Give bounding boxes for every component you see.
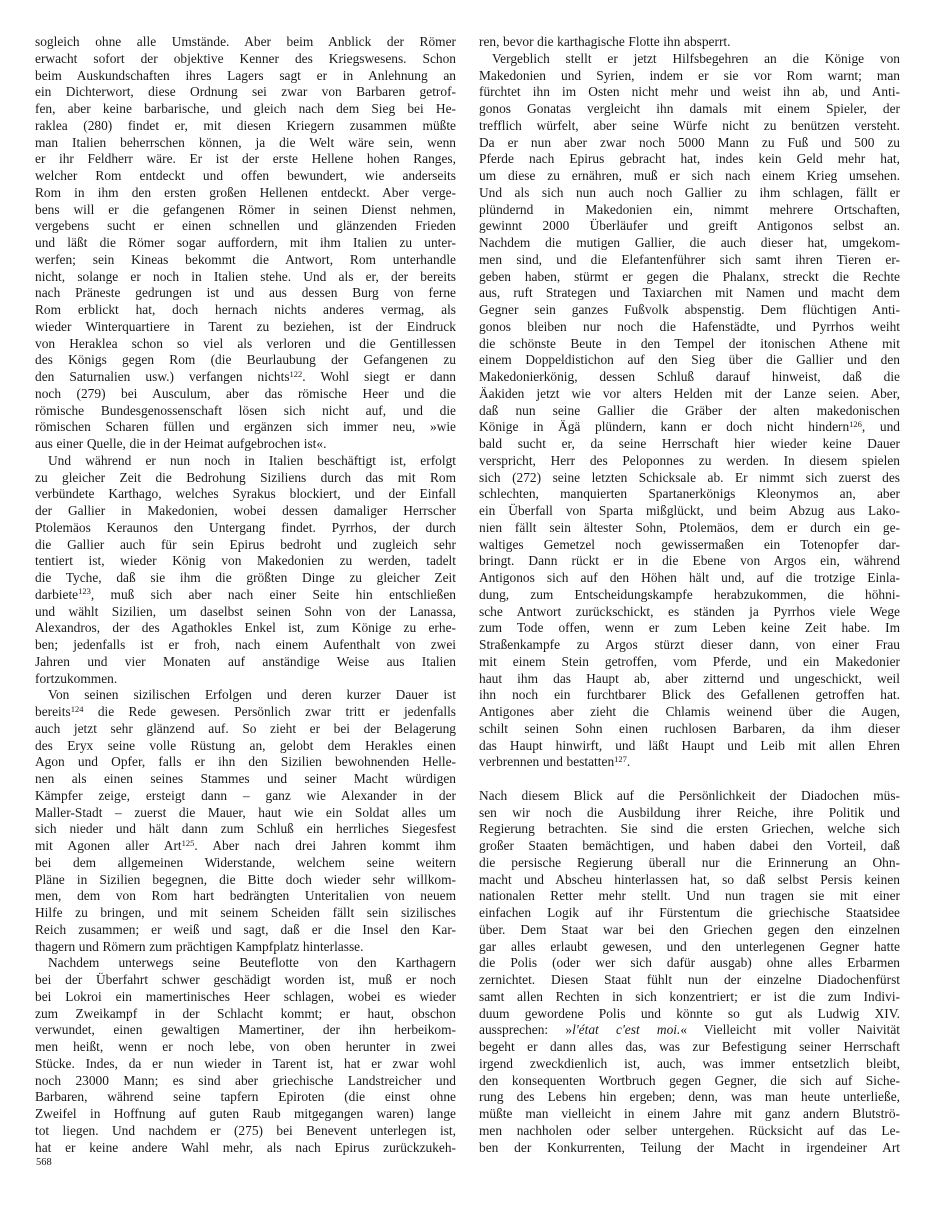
- text-line: erwacht sofort der objektive Kenner des Kriegswesens. Schon: [35, 50, 456, 66]
- text-line: aus einer Quelle, die in der Heimat aufgebrochen ist«.: [35, 436, 327, 451]
- paragraph: [35, 687, 456, 955]
- text-line: men heißt, wenn er noch lebe, von oben herunter in zwei: [35, 1039, 456, 1054]
- footnote-marker: 126: [849, 418, 862, 429]
- text-line: sche Antwort zurückschickt, es ständen ja Pyrrhos viele Wege: [479, 603, 900, 619]
- text-line: darbiete$^{123}$, muß sich aber nach einer Seite hin entschließen: [35, 586, 456, 602]
- text-line: verbündete Karthago, welches Syrakus blockiert, und der Einfall: [35, 486, 456, 502]
- text-line: Stücke. Indes, da er nun wieder in Tarent ist, hat er zwar wohl: [35, 1055, 456, 1071]
- text-line: fortzukommen.: [35, 670, 118, 686]
- text-line: bald sucht er, da seine Herrschaft hier wieder keine Dauer: [479, 436, 900, 451]
- text-line: und wählt Sizilien, um daselbst seinen Sohn von der Lanassa,: [35, 603, 456, 619]
- text-line: Nach diesem Blick auf die Persönlichkeit der Diadochen müs-: [479, 787, 900, 803]
- text-line: waltiges Gemetzel noch gewissermaßen ein Totenopfer dar-: [479, 536, 900, 552]
- text-line: aussprechen: »l'état c'est moi.« Vielleicht mit voller Naivität: [479, 1022, 900, 1038]
- text-line: raklea (280) findet er, mit diesen Kriegern zusammen müßte: [35, 117, 456, 133]
- text-line: dung, zum Entscheidungskampfe herabzukommen, die höhni-: [479, 586, 900, 602]
- text-line: auch jetzt sehr glänzend auf. So zieht er bei der Belagerung: [35, 720, 456, 736]
- page-number: 568: [36, 1157, 52, 1168]
- text-line: men nachholen oder selber untergehen. Rücksicht auf das Le-: [479, 1122, 900, 1138]
- footnote-marker: 122: [289, 368, 303, 379]
- text-line: nien fällt sein ältester Sohn, Ptolemäos, dem er durch ein ge-: [479, 519, 900, 535]
- text-line: beim Auskundschaften ihres Lagers sagt er in Anlehnung an: [35, 67, 456, 83]
- text-line: Rom erblickt hat, doch hernach nichts anderes vermag, als: [35, 302, 456, 317]
- text-line: mit Agonen aller Art$^{125}$. Aber nach drei Jahren kommt ihm: [35, 837, 456, 853]
- text-line: schilt seinen Sohn einen ruchlosen Barbaren, da ihm dieser: [479, 720, 900, 736]
- text-line: tot liegen. Und nachdem er (275) bei Benevent unterlegen ist,: [35, 1122, 456, 1138]
- text-line: den Saturnalien usw.) verfangen nichts$^{122}$. Wohl siegt er dann: [35, 368, 456, 384]
- text-line: Nachdem unterwegs seine Beuteflotte von den Karthagern: [48, 955, 456, 971]
- text-line: Pferde nach Epirus gebracht hat, indes kein Geld mehr hat,: [479, 151, 900, 167]
- text-line: bens will er die gefangenen Römer in seinen Dienst nehmen,: [35, 201, 456, 217]
- text-line: der Gallier in Makedonien, wobei dessen damaliger Herrscher: [35, 503, 456, 518]
- text-line: zum Zweikampf in der Schlacht kommt; er haut, obschon: [35, 1005, 456, 1021]
- text-line: Makedonierkönig, dessen Schluß darauf hinweist, daß die: [479, 369, 900, 384]
- footnote-marker: 125: [181, 837, 195, 848]
- text-line: den konsequenten Wortbruch gegen Gegner, die sich auf Siche-: [479, 1072, 900, 1088]
- text-line: gar alles erlaubt gewesen, und den unterlegenen Gegner hatte: [479, 938, 900, 954]
- text-line: von Heraklea schon so viel als verloren und die Gentillessen: [35, 335, 456, 351]
- text-line: Nachdem die mutigen Gallier, die auch dieser hat, umgekom-: [479, 235, 900, 250]
- text-line: das Haupt hinwirft, und läßt Haupt und Leib mit allen Ehren: [479, 737, 900, 753]
- text-line: müßte man vielleicht in einem Jahre mit ganz andern Blutströ-: [479, 1106, 900, 1121]
- text-line: die persische Regierung überall nur die Erinnerung an Ohn-: [479, 854, 900, 870]
- text-line: die schönste Beute in den Tempel der itonischen Athene mit: [479, 335, 900, 351]
- text-line: Könige in Ägä plündern, kann er doch nicht hindern$^{126}$, und: [479, 418, 900, 435]
- text-line: vergebens sucht er einen schnellen und glänzenden Frieden: [35, 218, 456, 234]
- text-line: Makedonien und Syrien, indem er sie vor Rom warnt; man: [479, 67, 900, 83]
- text-line: man Italien beherrschen können, ja die Welt wäre sein, wenn: [35, 134, 456, 150]
- text-line: einfachen Logik auf ihr Fürstentum die griechische Staatsidee: [479, 905, 900, 920]
- text-line: Da er nun aber zwar noch 5000 Mann zu Fuß und 500 zu: [479, 134, 900, 150]
- paragraph: [479, 51, 900, 771]
- text-line: Pläne in Sizilien begegnen, die Bitte doch wieder sehr willkom-: [35, 871, 456, 887]
- text-line: fürchtet ihn im Osten nicht mehr und weist ihn ab, und Anti-: [479, 84, 900, 100]
- text-line: Alexandros, der des Agathokles Enkel ist, zum Könige zu erhe-: [35, 620, 456, 636]
- text-line: Ptolemäos Keraunos den Untergang findet. Pyrrhos, der durch: [35, 519, 456, 535]
- text-line: Vergeblich stellt er jetzt Hilfsbegehren an die Könige von: [492, 50, 900, 66]
- text-line: des Eryx seine volle Rüstung an, gelobt dem Herakles einen: [35, 737, 456, 753]
- text-line: Maller-Stadt – zuerst die Mauer, haut wie ein Soldat alles um: [35, 804, 456, 820]
- paragraph: [35, 955, 456, 1156]
- text-line: die Tyche, daß sie ihm die größten Dinge zu gleicher Zeit: [35, 570, 456, 585]
- text-line: zernichtet. Diesen Staat fühlt nun der einzelne Diadochenfürst: [479, 972, 900, 987]
- text-line: Straßenkampfe zu Argos stürzt dieser dann, von einer Frau: [479, 637, 900, 652]
- text-line: men sind, und die Elefantenführer sich samt ihren Tieren er-: [479, 251, 900, 267]
- text-line: duum gewordene Polis und könnte so gut als Ludwig XIV.: [479, 1005, 900, 1021]
- text-line: sich nieder und hält dann zum Schluß ein herrliches Siegesfest: [35, 821, 456, 837]
- text-line: thagern und Römern zum prächtigen Kampfplatz hinterlasse.: [35, 938, 364, 954]
- text-line: zum Tode offen, wenn er zum Leben keine Zeit habe. Im: [479, 620, 900, 636]
- text-line: fen, aber keine barbarische, und gleich nach dem Sieg bei He-: [35, 101, 456, 116]
- text-line: nicht, solange er noch in Italien stehe. Und als er, der bereits: [35, 268, 456, 284]
- footnote-marker: 123: [78, 586, 91, 597]
- text-line: mit einem Stein getroffen, vom Pferde, und ein Makedonier: [479, 653, 900, 669]
- text-line: gewinnt 2000 Überläufer und greift Antigonos selbst an.: [479, 218, 900, 234]
- text-line: hat er keine andere Wahl mehr, als nach Epirus zurückzukeh-: [35, 1139, 456, 1155]
- text-line: einem Doppeldistichon auf den Sieg über die Gallier und den: [479, 352, 900, 368]
- text-line: noch (279) bei Ausculum, aber das römische Heer und die: [35, 385, 456, 401]
- text-line: men, dem von Rom hart bedrängten Unteritalien von neuem: [35, 888, 456, 904]
- text-line: ein Überfall von Sparta mißglückt, und beim Abzug aus Lako-: [479, 503, 900, 518]
- text-line: er ihr Feldherr wäre. Er ist der erste Hellene hohen Ranges,: [35, 151, 456, 167]
- text-line: nationalen Retter mehr stellt. Und nun tragen sie mit einer: [479, 888, 900, 904]
- text-line: bei Lokroi ein mamertinisches Heer schlagen, wobei es wieder: [35, 988, 456, 1004]
- text-line: Von seinen sizilischen Erfolgen und deren kurzer Dauer ist: [48, 687, 456, 703]
- text-line: sogleich ohne alle Umstände. Aber beim Anblick der Römer: [35, 34, 456, 49]
- text-line: Regierung betrachten. Sie sind die ersten Griechen, welche sich: [479, 821, 900, 837]
- text-line: die Polis (oder wer sich dafür ausgab) ohne alles Erbarmen: [479, 955, 900, 971]
- paragraph: [479, 34, 900, 51]
- text-line: Barbaren, während seine tapfern Epiroten (die einst ohne: [35, 1089, 456, 1105]
- two-column-text-block: [35, 34, 900, 1156]
- text-line: nach Präneste gedrungen ist und aus dessen Burg von ferne: [35, 285, 456, 301]
- text-line: um diese zu ernähren, muß er sich nach einem Krieg umsehen.: [479, 168, 900, 183]
- text-line: Hilfe zu bringen, und mit seinem Scheiden fällt sein sizilisches: [35, 905, 456, 920]
- text-line: nen als einen seines Stammes und seiner Macht würdigen: [35, 771, 456, 786]
- text-line: haut ihm das Haupt ab, aber zitternd und ungeschickt, weil: [479, 670, 900, 686]
- text-line: römische Bundesgenossenschaft lösen sich nicht auf, und die: [35, 402, 456, 418]
- text-line: schlechten, manquierten Spartanerkönigs Kleonymos an, aber: [479, 486, 900, 502]
- text-line: ben; jedenfalls ist er froh, nach einem Aufenthalt von zwei: [35, 637, 456, 652]
- text-line: daß nun seine Gallier die Gräber der alten makedonischen: [479, 402, 900, 418]
- text-line: plündernd in Makedonien ein, nimmt mehrere Ortschaften,: [479, 201, 900, 217]
- text-line: gonos Gonatas vergleicht ihn damals mit einem Spieler, der: [479, 101, 900, 116]
- text-line: werfen; sein Kineas bekommt die Antwort, Rom unterhandle: [35, 251, 456, 267]
- text-line: samt allen Rechten in sich konzentriert; er ist die zum Indivi-: [479, 988, 900, 1004]
- text-line: sich (272) seine letzten Schicksale ab. Er nimmt sich zuerst des: [479, 469, 900, 485]
- text-line: Reich zusammen; er weiß und sagt, daß er die Insel den Kar-: [35, 921, 456, 937]
- text-line: wieder Winterquartiere in Tarent zu beziehen, ist der Eindruck: [35, 318, 456, 334]
- text-line: trefflich würfelt, aber seine Würfe nicht zu benützen versteht.: [479, 117, 900, 133]
- text-line: und läßt die Römer sogar auffordern, mit ihm Italien zu unter-: [35, 235, 456, 250]
- text-line: ein Dichterwort, diese Ordnung sei zwar von Barbaren getrof-: [35, 84, 456, 100]
- text-line: geben haben, stürmt er gegen die Phalanx, streckt die Rechte: [479, 268, 900, 284]
- text-line: Kämpfer zeige, ersteigt dann – ganz wie Alexander in der: [35, 787, 456, 803]
- text-line: Äakiden jetzt wie vor alters Helden mit der Lanze seien. Aber,: [479, 385, 900, 401]
- text-line: zu gleicher Zeit die Bedrohung Siziliens durch das mit Rom: [35, 469, 456, 485]
- text-line: bei dem allgemeinen Widerstande, welchem seine weitern: [35, 854, 456, 870]
- text-line: gonos bleiben nur noch die Hafenstädte, und Pyrrhos weiht: [479, 318, 900, 334]
- footnote-marker: 124: [70, 703, 84, 714]
- text-line: Gegner sein ganzes Fußvolk abspenstig. Dem flüchtigen Anti-: [479, 302, 900, 317]
- text-line: tentiert ist, wieder König von Makedonien zu werden, tadelt: [35, 553, 456, 569]
- text-line: irgend zweckdienlich ist, auch, was immer entsetzlich bleibt,: [479, 1055, 900, 1071]
- text-line: verwundet, einen gewaltigen Mamertiner, der ihn herbeikom-: [35, 1022, 456, 1038]
- text-line: Und während er nun noch in Italien beschäftigt ist, erfolgt: [48, 452, 456, 468]
- text-line: Agon und Opfer, falls er ihn den Sizilien bewohnenden Helle-: [35, 754, 456, 770]
- text-line: welcher Rom entdeckt und offen bewundert, wie anderseits: [35, 168, 456, 183]
- text-line: Antigones aber zieht die Chlamis weinend über die Augen,: [479, 704, 900, 719]
- text-line: Und als sich nun auch noch Gallier zu ihm schlagen, fällt er: [479, 184, 900, 200]
- text-line: die Gallier auch für sein Epirus bedroht und zugleich sehr: [35, 536, 456, 552]
- text-line: verbrennen und bestatten$^{127}$.: [479, 753, 631, 770]
- text-line: großer Staaten bemächtigen, und haben dabei den Vorteil, daß: [479, 838, 900, 853]
- paragraph: [35, 34, 456, 453]
- text-line: Zweifel in Hoffnung auf guten Raub mitgegangen waren) lange: [35, 1106, 456, 1121]
- paragraph: [479, 788, 900, 1157]
- text-line: bei der Überfahrt schwer geschädigt worden ist, muß er noch: [35, 972, 456, 987]
- text-line: sen wir noch die Ausbildung ihrer Reiche, ihre Politik und: [479, 804, 900, 820]
- text-line: bereits$^{124}$ die Rede gewesen. Persönlich zwar tritt er jedenfalls: [35, 703, 456, 719]
- text-column-left: [35, 34, 456, 1156]
- text-line: macht und Abscheu hinterlassen hat, so daß selbst Persis keinen: [479, 871, 900, 887]
- paragraph: [35, 453, 456, 688]
- text-line: noch 23000 Mann; es sind aber griechische Landstreicher und: [35, 1072, 456, 1088]
- text-line: begeht er dann alles das, was zur Befestigung seiner Herrschaft: [479, 1039, 900, 1054]
- text-line: Antigonos sich auf den Höhen hält und, auf die trotzige Einla-: [479, 570, 900, 585]
- text-line: römischen Scharen füllen und ergänzen sich immer neu, »wie: [35, 419, 456, 435]
- text-line: Rom in ihm den ersten großen Hellenen entdeckt. Aber verge-: [35, 184, 456, 200]
- text-line: des Königs gegen Rom (die Beurlaubung der Gefangenen zu: [35, 352, 456, 368]
- footnote-marker: 127: [614, 753, 627, 764]
- text-line: bringt. Dann rückt er in die Ebene von Argos ein, während: [479, 553, 900, 569]
- text-line: aus, ruft Strategen und Taxiarchen mit Namen und macht dem: [479, 285, 900, 301]
- text-line: ben der Konkurrenten, Teilung der Macht in irgendeiner Art: [479, 1139, 900, 1155]
- text-column-right: [479, 34, 900, 1156]
- text-line: ren, bevor die karthagische Flotte ihn absperrt.: [479, 34, 731, 49]
- text-line: ihn noch ein furchtbarer Blick des Gefallenen getroffen hat.: [479, 687, 900, 703]
- text-line: verspricht, Herr des Peloponnes zu werden. In diesem spielen: [479, 452, 900, 468]
- text-line: über. Dem Staat war bei den Griechen gegen den einzelnen: [479, 921, 900, 937]
- text-line: Jahren und vier Monaten auf anständige Weise aus Italien: [35, 653, 456, 669]
- text-line: rung des Lebens hin ergeben; denn, was man heute unterließe,: [479, 1089, 900, 1105]
